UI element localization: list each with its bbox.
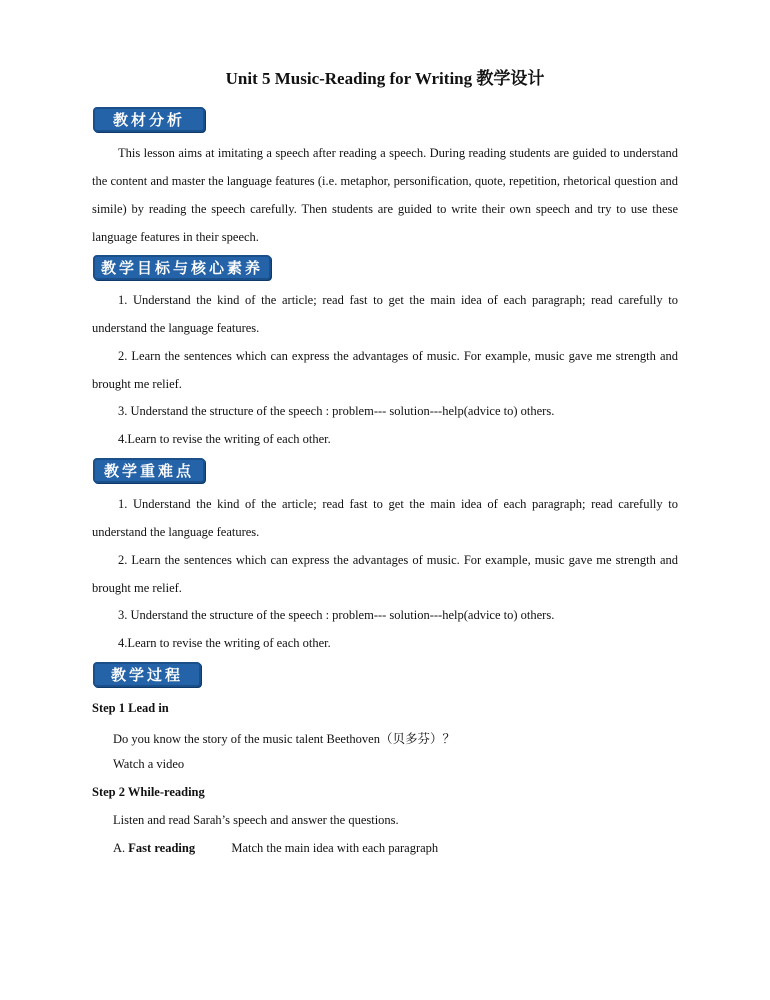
objective-item-3: 3. Understand the structure of the speech : problem--- solution---help(advice to) others.	[118, 404, 555, 418]
step2-a-label: Fast reading	[128, 841, 196, 855]
step2-item-a	[113, 841, 438, 856]
key-point-item-1: 1. Understand the kind of the article; read fast to get the main idea of each paragraph; read carefully to understand the language features.	[92, 497, 678, 539]
objective-item-1: 1. Understand the kind of the article; read fast to get the main idea of each paragraph; read carefully to understand the language features.	[92, 293, 678, 335]
section-heading-process: 教学过程	[93, 662, 201, 687]
section-heading-objectives: 教学目标与核心素养	[93, 255, 271, 280]
key-point-item-3: 3. Understand the structure of the speech : problem--- solution---help(advice to) others.	[118, 608, 555, 622]
step2-a-prefix: A.	[113, 841, 126, 855]
step1-video: Watch a video	[113, 757, 185, 771]
objective-item-2: 2. Learn the sentences which can express the advantages of music. For example, music gave me strength and brought me relief.	[92, 349, 678, 391]
section-heading-analysis: 教材分析	[93, 107, 205, 132]
page-title: Unit 5 Music-Reading for Writing 教学设计	[225, 69, 545, 88]
key-point-item-4: 4.Learn to revise the writing of each other.	[118, 636, 331, 650]
step2-title: Step 2 While-reading	[92, 785, 205, 799]
section-heading-key-points: 教学重难点	[93, 458, 205, 483]
step1-title: Step 1 Lead in	[92, 701, 169, 715]
key-point-item-2: 2. Learn the sentences which can express the advantages of music. For example, music gave me strength and brought me relief.	[92, 553, 678, 595]
objective-item-4: 4.Learn to revise the writing of each other.	[118, 432, 331, 446]
step2-intro: Listen and read Sarah’s speech and answer the questions.	[113, 813, 399, 827]
analysis-paragraph: This lesson aims at imitating a speech after reading a speech. During reading students are guided to understand the content and master the language features (i.e. metaphor, personification, quote, repetition, rhetorical question and simile) by reading the speech carefully. Then students are guided to write their own speech and try to use these language features in their speech.	[92, 146, 678, 244]
step1-question: Do you know the story of the music talent Beethoven（贝多芬）？	[113, 732, 455, 746]
step2-a-text: Match the main idea with each paragraph	[231, 841, 439, 855]
